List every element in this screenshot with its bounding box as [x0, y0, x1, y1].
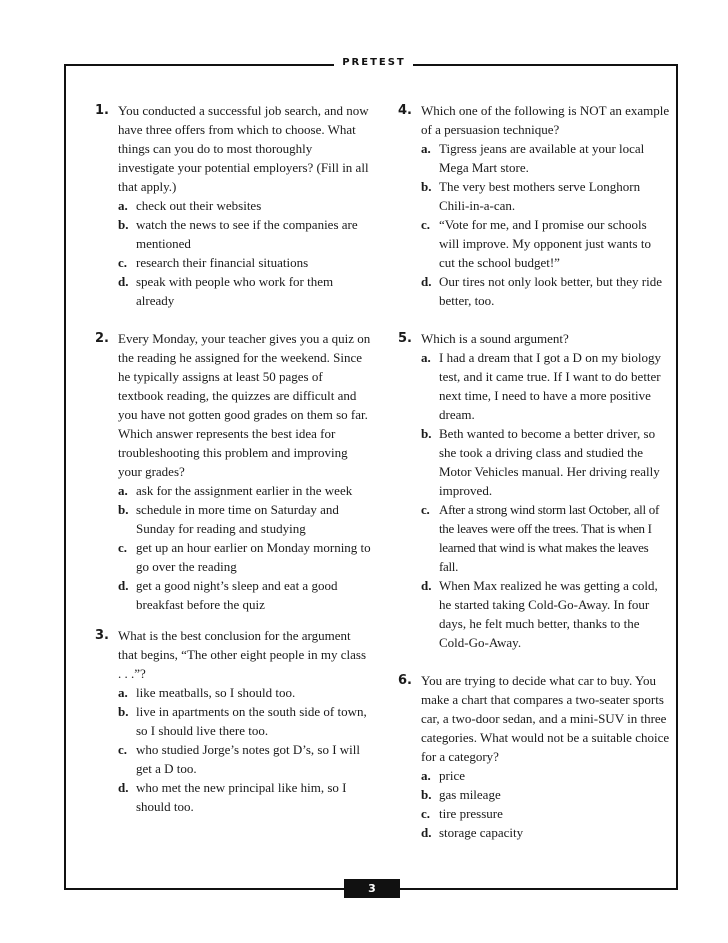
option-text: ask for the assignment earlier in the week: [136, 483, 353, 498]
option-text: research their financial situations: [136, 255, 309, 270]
right-column: [398, 101, 670, 842]
option-label: c.: [118, 742, 128, 757]
answer-option-c[interactable]: [421, 804, 670, 823]
answer-options: [421, 348, 670, 652]
option-text: “Vote for me, and I promise our schools will improve. My opponent just wants to cut the school budget!”: [439, 217, 651, 270]
option-label: c.: [421, 502, 430, 517]
option-text: live in apartments on the south side of town, so I should live there too.: [136, 704, 367, 738]
option-label: b.: [421, 787, 432, 802]
option-text: watch the news to see if the companies are mentioned: [136, 217, 358, 251]
option-text: storage capacity: [439, 825, 524, 840]
question-text: You conducted a successful job search, and now have three offers from which to choose. What things can you do to most thoroughly investigate your potential employers? (Fill in all that apply.): [118, 103, 369, 194]
option-label: c.: [421, 806, 431, 821]
answer-option-c[interactable]: [118, 740, 371, 778]
question-number: 2.: [95, 331, 109, 346]
question-text: Every Monday, your teacher gives you a quiz on the reading he assigned for the weekend. Since he typically assigns at least 50 pages of textbook reading, the quizzes are difficult and you have not gotten good grades on them so far. Which answer represents the best idea for troubleshooting this problem and improving your grades?: [118, 331, 371, 479]
answer-option-d[interactable]: [118, 576, 371, 614]
frame-top-right-rule: [413, 64, 676, 66]
option-label: b.: [118, 704, 129, 719]
answer-options: [118, 481, 371, 614]
option-text: tire pressure: [439, 806, 503, 821]
option-label: b.: [421, 426, 432, 441]
question-1: [95, 101, 371, 310]
option-text: get a good night’s sleep and eat a good breakfast before the quiz: [136, 578, 338, 612]
option-label: d.: [421, 274, 432, 289]
option-label: d.: [421, 825, 432, 840]
option-text: who studied Jorge’s notes got D’s, so I will get a D too.: [136, 742, 361, 776]
left-column: [95, 101, 371, 816]
option-text: The very best mothers serve Longhorn Chili-in-a-can.: [439, 179, 641, 213]
question-number: 3.: [95, 628, 109, 643]
option-label: c.: [421, 217, 431, 232]
frame-top-left-rule: [64, 64, 334, 66]
option-label: b.: [421, 179, 432, 194]
answer-option-a[interactable]: [118, 481, 371, 500]
answer-option-b[interactable]: [118, 702, 371, 740]
option-label: d.: [118, 578, 129, 593]
option-label: d.: [118, 780, 129, 795]
option-label: d.: [118, 274, 129, 289]
frame-right-rule: [676, 64, 678, 889]
option-text: who met the new principal like him, so I should too.: [136, 780, 347, 814]
option-text: After a strong wind storm last October, all of the leaves were off the trees. That is when I learned that wind is what makes the leaves fall.: [439, 502, 659, 574]
option-text: price: [439, 768, 465, 783]
answer-option-d[interactable]: [118, 272, 371, 310]
option-label: b.: [118, 217, 129, 232]
option-label: d.: [421, 578, 432, 593]
answer-option-a[interactable]: [118, 196, 371, 215]
option-label: a.: [421, 768, 431, 783]
section-header: PRETEST: [342, 57, 406, 68]
question-text: Which is a sound argument?: [421, 331, 569, 346]
answer-option-a[interactable]: [421, 766, 670, 785]
option-label: b.: [118, 502, 129, 517]
answer-option-b[interactable]: [118, 215, 371, 253]
option-text: Our tires not only look better, but they ride better, too.: [439, 274, 662, 308]
option-text: check out their websites: [136, 198, 262, 213]
option-text: When Max realized he was getting a cold, he started taking Cold-Go-Away. In four days, he felt much better, thanks to the Cold-Go-Away.: [439, 578, 658, 650]
answer-option-a[interactable]: [421, 139, 670, 177]
option-text: get up an hour earlier on Monday morning to go over the reading: [136, 540, 371, 574]
answer-option-a[interactable]: [118, 683, 371, 702]
answer-option-c[interactable]: [118, 253, 371, 272]
answer-option-d[interactable]: [421, 576, 670, 652]
answer-option-d[interactable]: [118, 778, 371, 816]
answer-options: [118, 683, 371, 816]
answer-option-a[interactable]: [421, 348, 670, 424]
option-label: a.: [421, 141, 431, 156]
question-text: What is the best conclusion for the argument that begins, “The other eight people in my class . . .”?: [118, 628, 367, 681]
option-text: Tigress jeans are available at your local Mega Mart store.: [439, 141, 645, 175]
page-number: 3: [344, 879, 400, 898]
question-text: Which one of the following is NOT an example of a persuasion technique?: [421, 103, 670, 137]
option-text: gas mileage: [439, 787, 501, 802]
question-2: [95, 329, 371, 614]
answer-option-c[interactable]: [421, 215, 670, 272]
question-number: 4.: [398, 103, 412, 118]
answer-options: [118, 196, 371, 310]
frame-bottom-right-rule: [400, 888, 678, 890]
option-text: schedule in more time on Saturday and Sunday for reading and studying: [136, 502, 339, 536]
question-6: [398, 671, 670, 842]
option-text: like meatballs, so I should too.: [136, 685, 296, 700]
question-text: You are trying to decide what car to buy. You make a chart that compares a two-seater sports car, a two-door sedan, and a mini-SUV in three categories. What would not be a suitable choice for a category?: [421, 673, 670, 764]
question-4: [398, 101, 670, 310]
option-label: c.: [118, 540, 128, 555]
option-label: a.: [421, 350, 431, 365]
answer-options: [421, 766, 670, 842]
option-text: Beth wanted to become a better driver, so she took a driving class and studied the Motor Vehicles manual. Her driving really improved.: [439, 426, 660, 498]
question-3: [95, 626, 371, 816]
question-5: [398, 329, 670, 652]
frame-bottom-left-rule: [64, 888, 344, 890]
question-number: 6.: [398, 673, 412, 688]
answer-option-d[interactable]: [421, 823, 670, 842]
answer-options: [421, 139, 670, 310]
question-number: 5.: [398, 331, 412, 346]
answer-option-c[interactable]: [421, 500, 670, 576]
option-label: a.: [118, 198, 128, 213]
answer-option-c[interactable]: [118, 538, 371, 576]
option-label: a.: [118, 483, 128, 498]
answer-option-b[interactable]: [118, 500, 371, 538]
answer-option-b[interactable]: [421, 424, 670, 500]
answer-option-b[interactable]: [421, 177, 670, 215]
option-label: a.: [118, 685, 128, 700]
option-text: I had a dream that I got a D on my biology test, and it came true. If I want to do better next time, I need to have a more positive dream.: [439, 350, 662, 422]
question-number: 1.: [95, 103, 109, 118]
option-text: speak with people who work for them already: [136, 274, 334, 308]
answer-option-d[interactable]: [421, 272, 670, 310]
option-label: c.: [118, 255, 128, 270]
answer-option-b[interactable]: [421, 785, 670, 804]
frame-left-rule: [64, 64, 66, 889]
